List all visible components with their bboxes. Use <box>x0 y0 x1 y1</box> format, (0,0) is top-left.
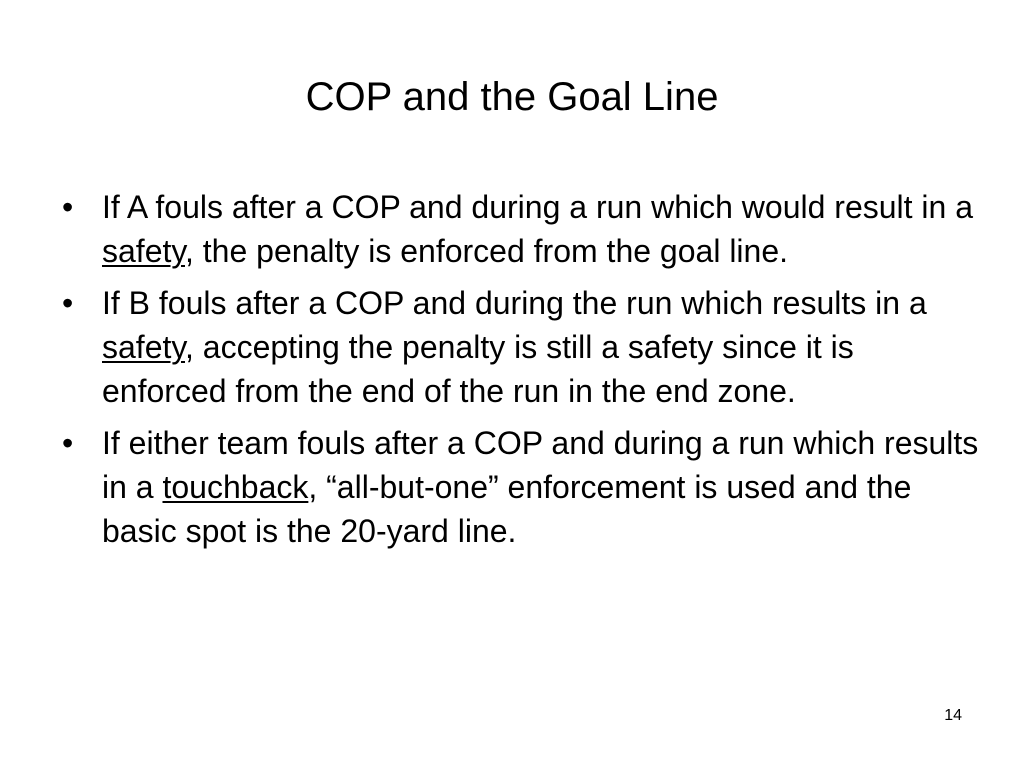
bullet-item <box>62 185 982 273</box>
slide-title: COP and the Goal Line <box>305 75 719 119</box>
bullet-list <box>62 185 982 561</box>
underlined-term: safety <box>102 329 185 365</box>
bullet-icon: • <box>62 285 74 321</box>
page-number: 14 <box>944 707 962 724</box>
bullet-text-after: , accepting the penalty is still a safety since it is enforced from the end of the run in the end zone. <box>102 329 854 409</box>
bullet-text-after: , the penalty is enforced from the goal line. <box>185 233 789 269</box>
bullet-text-after: , “all-but-one” enforcement is used and the basic spot is the 20-yard line. <box>102 469 912 549</box>
bullet-text-before: If either team fouls after a COP and during a run which results in a <box>102 425 979 505</box>
bullet-item <box>62 281 982 413</box>
bullet-text-before: If B fouls after a COP and during the run which results in a <box>102 285 927 321</box>
bullet-item <box>62 421 982 553</box>
bullet-text-before: If A fouls after a COP and during a run which would result in a <box>102 189 974 225</box>
underlined-term: safety <box>102 233 185 269</box>
underlined-term: touchback <box>162 469 309 505</box>
bullet-icon: • <box>62 425 74 461</box>
bullet-icon: • <box>62 189 74 225</box>
